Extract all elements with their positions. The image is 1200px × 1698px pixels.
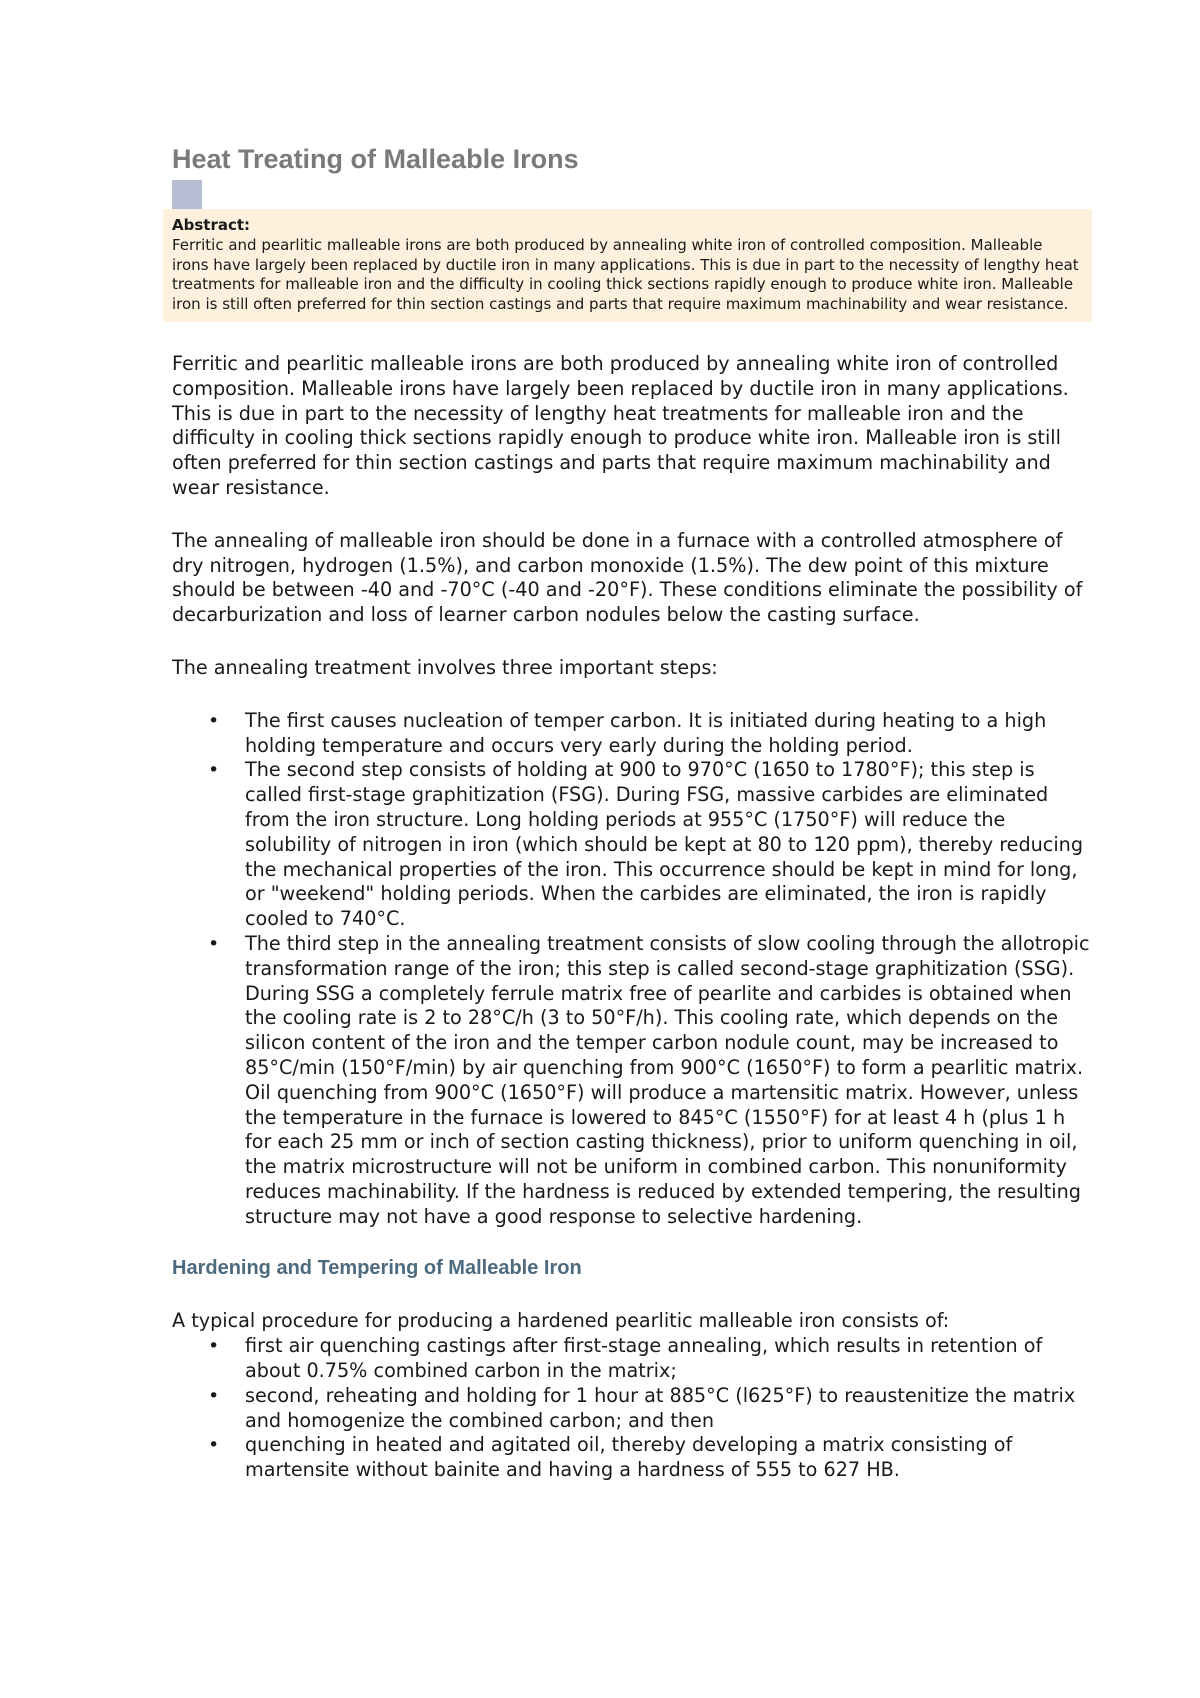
list-item-text: second, reheating and holding for 1 hour at 885°C (l625°F) to reaustenitize the matrix and homogenize the combined carbon; and then (245, 1383, 1076, 1432)
list-item (172, 1384, 1092, 1434)
document-title: Heat Treating of Malleable Irons (172, 144, 579, 174)
paragraph-annealing-atmosphere: The annealing of malleable iron should be done in a furnace with a controlled atmosphere of dry nitrogen, hydrogen (1.5%), and carbon monoxide (1.5%). The dew point of this mixture should be between -40 and -70°C (-40 and -20°F). These conditions eliminate the possibility of decarburization and loss of learner carbon nodules below the casting surface. (172, 528, 1083, 627)
list-item (172, 932, 1092, 1230)
list-item-text: The second step consists of holding at 900 to 970°C (1650 to 1780°F); this step is called first-stage graphitization (FSG). During FSG, massive carbides are eliminated from the iron structure. Long holding periods at 955°C (1750°F) will reduce the solubility of nitrogen in iron (which should be kept at 80 to 120 ppm), thereby reducing the mechanical properties of the iron. This occurrence should be kept in mind for long, or "weekend" holding periods. When the carbides are eliminated, the iron is rapidly cooled to 740°C. (245, 758, 1084, 931)
list-item-text: The third step in the annealing treatment consists of slow cooling through the allotropic transformation range of the iron; this step is called second-stage graphitization (SSG). During SSG a completely ferrule matrix free of pearlite and carbides is obtained when the cooling rate is 2 to 28°C/h (3 to 50°F/h). This cooling rate, which depends on the silicon content of the iron and the temper carbon nodule count, may be increased to 85°C/min (150°F/min) by air quenching from 900°C (1650°F) to form a pearlitic matrix. Oil quenching from 900°C (1650°F) will produce a martensitic matrix. However, unless the temperature in the furnace is lowered to 845°C (1550°F) for at least 4 h (plus 1 h for each 25 mm or inch of section casting thickness), prior to uniform quenching in oil, the matrix microstructure will not be uniform in combined carbon. This nonuniformity reduces machinability. If the hardness is reduced by extended tempering, the resulting structure may not have a good response to selective hardening. (245, 931, 1090, 1228)
hardening-procedure-list (172, 1334, 1092, 1483)
paragraph-intro: Ferritic and pearlitic malleable irons are both produced by annealing white iron of controlled composition. Malleable irons have largely been replaced by ductile iron in many applications. This is due in part to the necessity of lengthy heat treatments for malleable iron and the difficulty in cooling thick sections rapidly enough to produce white iron. Malleable iron is still often preferred for thin section castings and parts that require maximum machinability and wear resistance. (172, 351, 1069, 499)
list-item-text: quenching in heated and agitated oil, thereby developing a matrix consisting of martensite without bainite and having a hardness of 555 to 627 HB. (245, 1433, 1013, 1482)
bullet-icon: • (208, 1335, 220, 1358)
abstract-label: Abstract: (172, 216, 251, 234)
annealing-steps-list (172, 709, 1092, 1230)
document-page (172, 141, 1092, 1483)
bullet-icon: • (208, 1384, 220, 1407)
bullet-icon: • (208, 932, 220, 955)
abstract-box (163, 209, 1092, 322)
list-item (172, 709, 1092, 759)
list-item (172, 1334, 1092, 1384)
bullet-icon: • (208, 709, 220, 732)
title-decoration-block (172, 180, 202, 209)
list-item (172, 758, 1092, 932)
bullet-icon: • (208, 759, 220, 782)
paragraph-procedure-intro: A typical procedure for producing a hardened pearlitic malleable iron consists of: (172, 1309, 950, 1333)
bullet-icon: • (208, 1434, 220, 1457)
list-item-text: first air quenching castings after first-stage annealing, which results in retention of about 0.75% combined carbon in the matrix; (245, 1334, 1043, 1383)
paragraph-steps-intro: The annealing treatment involves three important steps: (172, 655, 718, 679)
list-item (172, 1433, 1092, 1483)
section-heading-hardening: Hardening and Tempering of Malleable Iron (172, 1257, 582, 1280)
list-item-text: The first causes nucleation of temper carbon. It is initiated during heating to a high holding temperature and occurs very early during the holding period. (245, 708, 1047, 757)
abstract-text: Ferritic and pearlitic malleable irons are both produced by annealing white iron of controlled composition. Malleable irons have largely been replaced by ductile iron in many applications. This is due in part to the necessity of lengthy heat treatments for malleable iron and the difficulty in cooling thick sections rapidly enough to produce white iron. Malleable iron is still often preferred for thin section castings and parts that require maximum machinability and wear resistance. (172, 235, 1079, 314)
